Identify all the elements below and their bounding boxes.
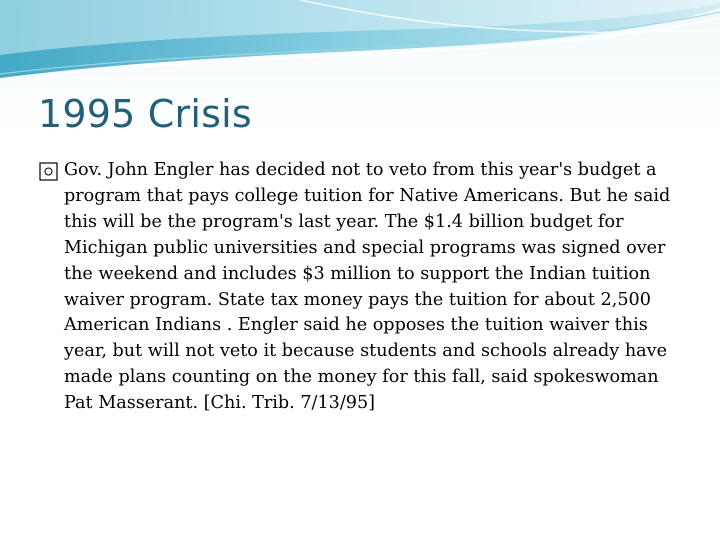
body-paragraph: Gov. John Engler has decided not to veto from this year's budget a program that pays college tuition for Native Americans. But he said this will be the program's last year. The $1.4 billion budget for Michigan public universities and special programs was signed over the weekend and includes $3 million to support the Indian tuition waiver program. State tax money pays the tuition for about 2,500 American Indians . Engler said he opposes the tuition waiver this year, but will not veto it because students and schools already have made plans counting on the money for this fall, said spokeswoman Pat Masserant. [Chi. Trib. 7/13/95] [64, 160, 671, 414]
slide-body [64, 158, 684, 417]
missing-glyph-box-icon [38, 158, 60, 183]
header-swoosh-decoration [0, 0, 720, 90]
slide-title: 1995 Crisis [38, 92, 252, 136]
